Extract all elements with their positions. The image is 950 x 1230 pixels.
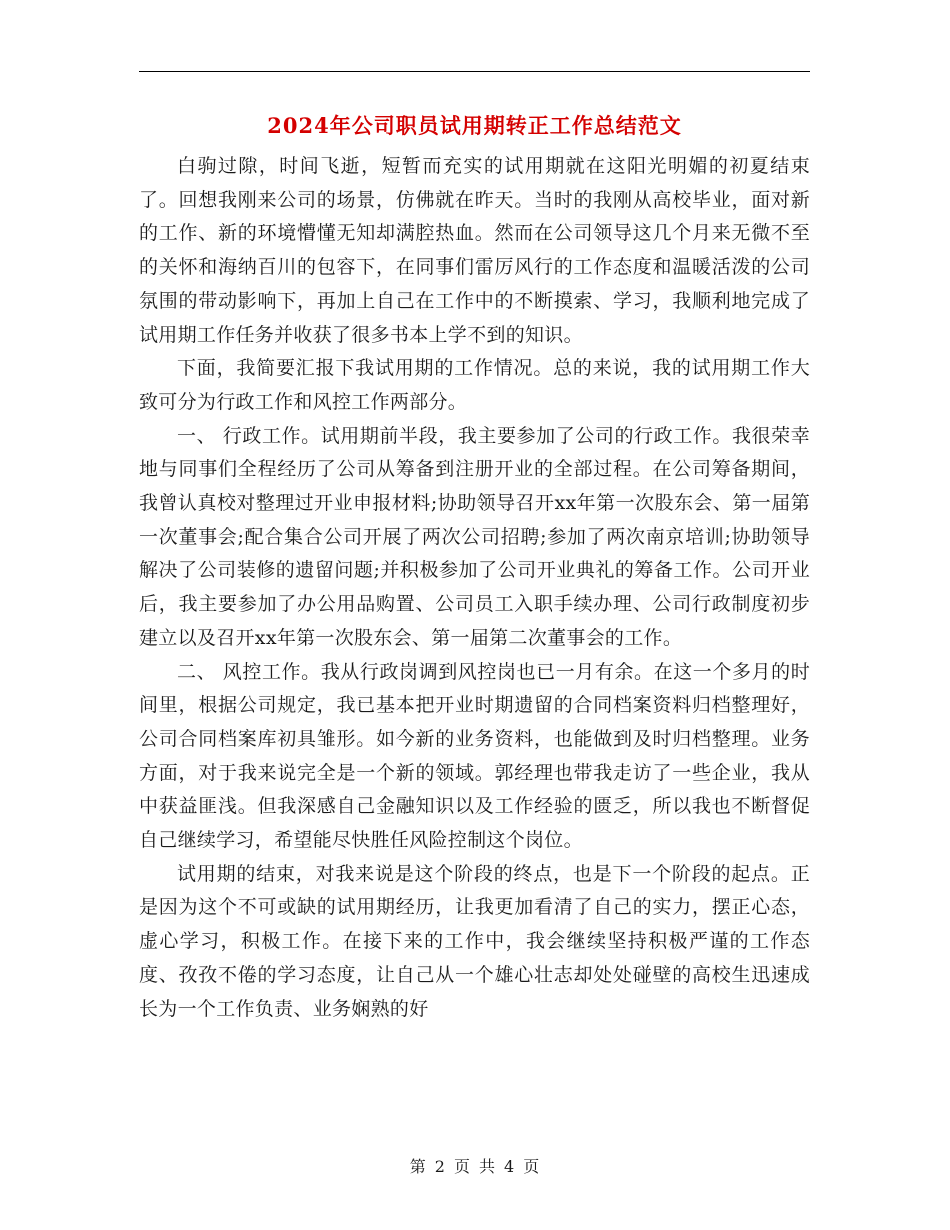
footer-prefix: 第 xyxy=(409,1157,427,1176)
paragraph-risk-control-work: 二、 风控工作。我从行政岗调到风控岗也已一月有余。在这一个多月的时间里，根据公司规定，我已基本把开业时期遗留的合同档案资料归档整理好，公司合同档案库初具雏形。如今新的业务资料，也能做到及时归档整理。业务方面，对于我来说完全是一个新的领域。郭经理也带我走访了一些企业，我从中获益匪浅。但我深感自己金融知识以及工作经验的匮乏，所以我也不断督促自己继续学习，希望能尽快胜任风险控制这个岗位。 xyxy=(139,660,810,852)
header-rule xyxy=(139,71,810,72)
paragraph-admin-work: 一、 行政工作。试用期前半段，我主要参加了公司的行政工作。我很荣幸地与同事们全程经历了公司从筹备到注册开业的全部过程。在公司筹备期间，我曾认真校对整理过开业申报材料;协助领导召开xx年第一次股东会、第一届第一次董事会;配合集合公司开展了两次公司招聘;参加了两次南京培训;协助领导解决了公司装修的遗留问题;并积极参加了公司开业典礼的筹备工作。公司开业后，我主要参加了办公用品购置、公司员工入职手续办理、公司行政制度初步建立以及召开xx年第一次股东会、第一届第二次董事会的工作。 xyxy=(139,424,810,649)
total-page-number: 4 xyxy=(504,1157,516,1176)
paragraph-conclusion: 试用期的结束，对我来说是这个阶段的终点，也是下一个阶段的起点。正是因为这个不可或缺的试用期经历，让我更加看清了自己的实力，摆正心态，虚心学习，积极工作。在接下来的工作中，我会继续坚持积极严谨的工作态度、孜孜不倦的学习态度，让自己从一个雄心壮志却处处碰壁的高校生迅速成长为一个工作负责、业务娴熟的好 xyxy=(139,862,810,1020)
footer-total-label: 共 xyxy=(479,1157,497,1176)
paragraph-overview: 下面，我简要汇报下我试用期的工作情况。总的来说，我的试用期工作大致可分为行政工作和风控工作两部分。 xyxy=(139,357,810,413)
document-body xyxy=(139,150,810,1026)
footer-suffix: 页 xyxy=(523,1157,541,1176)
document-title: 2024年公司职员试用期转正工作总结范文 xyxy=(267,113,682,138)
current-page-number: 2 xyxy=(434,1157,446,1176)
page-footer xyxy=(0,1154,950,1177)
footer-page-label: 页 xyxy=(453,1157,471,1176)
paragraph-intro: 白驹过隙，时间飞逝，短暂而充实的试用期就在这阳光明媚的初夏结束了。回想我刚来公司的场景，仿佛就在昨天。当时的我刚从高校毕业，面对新的工作、新的环境懵懂无知却满腔热血。然而在公司领导这几个月来无微不至的关怀和海纳百川的包容下，在同事们雷厉风行的工作态度和温暖活泼的公司氛围的带动影响下，再加上自己在工作中的不断摸索、学习，我顺利地完成了试用期工作任务并收获了很多书本上学不到的知识。 xyxy=(139,155,810,346)
